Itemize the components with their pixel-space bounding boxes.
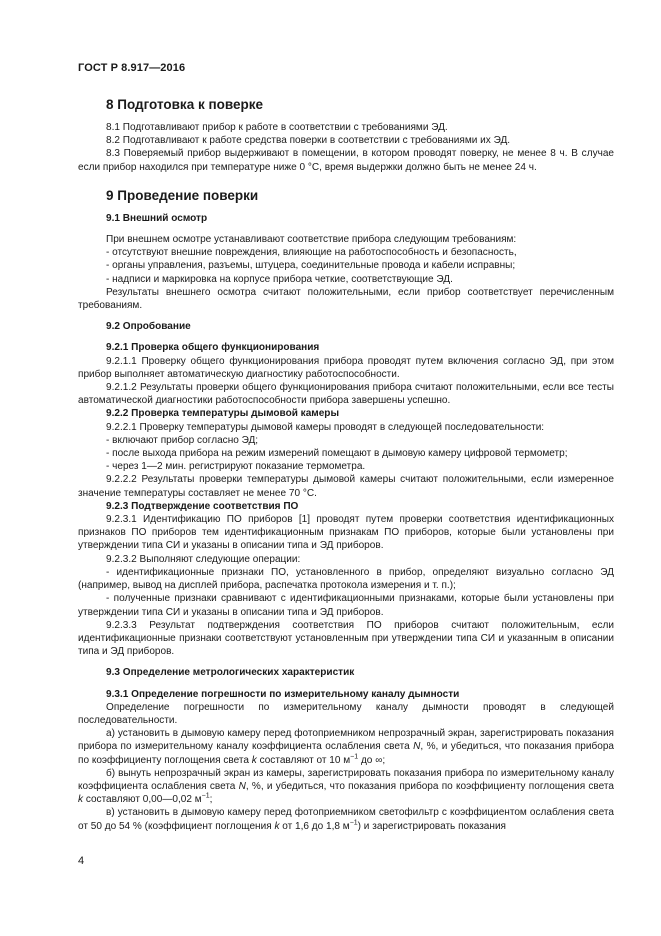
subsection-9-2-title: 9.2 Опробование [106,321,191,333]
list-item: - после выхода прибора на режим измерений помещают в дымовую камеру цифровой термометр; [106,448,568,460]
paragraph-9-3-1-intro: Определение погрешности по измерительному каналу дымности проводят в следующей последовательности. [78,701,614,726]
paragraph-9-2-3-1: 9.2.3.1 Идентификацию ПО приборов [1] проводят путем проверки соответствия идентификационных признаков ПО приборов тем идентификационным признакам ПО приборов, которые были установлены при утверждении типа СИ и указаны в описании типа и ЭД приборов. [78,514,614,552]
paragraph-9-3-1-c: в) установить в дымовую камеру перед фотоприемником светофильтр с коэффициентом ослабления света от 50 до 54 % (коэффициент поглощения k от 1,6 до 1,8 $м^{-1}$) и зарегистрировать показания [78,807,614,832]
list-item: - через 1—2 мин. регистрируют показание термометра. [106,461,366,473]
paragraph-9-3-1-a: а) установить в дымовую камеру перед фотоприемником непрозрачный экран, зарегистрировать показания прибора по измерительному каналу коэффициента ослабления света N, %, и убедиться, что показания прибора по коэффициенту поглощения света k составляют от 10 $м^{-1}$ до ∞; [78,728,615,766]
subsection-9-1-title: 9.1 Внешний осмотр [106,212,208,224]
list-item: - включают прибор согласно ЭД; [106,434,259,446]
document-header: ГОСТ Р 8.917—2016 [78,62,186,74]
page-body [78,97,614,833]
paragraph-9-1-intro: При внешнем осмотре устанавливают соответствие прибора следующим требованиям: [106,234,517,246]
paragraph-9-3-1-b: б) вынуть непрозрачный экран из камеры, зарегистрировать показания прибора по измерительному каналу коэффициента ослабления света N, %, и убедиться, что показания прибора по коэффициенту поглощения света k составляют 0,00—0,02 $м^{-1}$; [78,767,614,806]
subsection-9-3-1-title: 9.3.1 Определение погрешности по измерительному каналу дымности [106,688,460,700]
paragraph-8-2: 8.2 Подготавливают к работе средства поверки в соответствии с требованиями их ЭД. [106,135,511,147]
paragraph-9-2-1-2: 9.2.1.2 Результаты проверки общего функционирования прибора считают положительными, если все тесты автоматической диагностики работоспособности прибора завершены успешно. [78,382,614,407]
list-item: - полученные признаки сравнивают с идентификационными признаками, которые были установлены при утверждении типа СИ и указаны в описании типа и ЭД приборов. [78,593,614,618]
paragraph-9-2-2-2: 9.2.2.2 Результаты проверки температуры дымовой камеры считают положительными, если измеренное значение температуры составляет не менее 70 °С. [78,474,614,499]
paragraph-8-3: 8.3 Поверяемый прибор выдерживают в помещении, в котором проводят поверку, не менее 8 ч. В случае если прибор находился при температуре ниже 0 °С, время выдержки должно быть не менее 24 ч. [78,148,614,173]
paragraph-8-1: 8.1 Подготавливают прибор к работе в соответствии с требованиями ЭД. [106,122,448,133]
paragraph-9-2-2-1: 9.2.2.1 Проверку температуры дымовой камеры проводят в следующей последовательности: [106,421,545,433]
section-8-title: 8 Подготовка к поверке [106,97,263,112]
subsection-9-2-2-title: 9.2.2 Проверка температуры дымовой камеры [106,408,340,420]
subsection-9-3-title: 9.3 Определение метрологических характеристик [106,667,355,679]
paragraph-9-2-3-2: 9.2.3.2 Выполняют следующие операции: [106,553,301,565]
subsection-9-2-3-title: 9.2.3 Подтверждение соответствия ПО [106,500,299,512]
paragraph-9-1-result: Результаты внешнего осмотра считают положительными, если прибор соответствует перечисленным требованиям. [78,286,614,312]
list-item: - надписи и маркировка на корпусе прибора четкие, соответствующие ЭД. [106,273,453,285]
list-item: - отсутствуют внешние повреждения, влияющие на работоспособность и безопасность, [106,247,517,259]
page-number: 4 [78,855,85,867]
subsection-9-2-1-title: 9.2.1 Проверка общего функционирования [106,342,320,354]
list-item: - идентификационные признаки ПО, установленного в прибор, определяют визуально согласно ЭД (например, вывод на дисплей прибора, распечатка протокола измерения и т. п.); [78,566,614,592]
list-item: - органы управления, разъемы, штуцера, соединительные провода и кабели исправны; [106,260,516,272]
paragraph-9-2-1-1: 9.2.1.1 Проверку общего функционирования прибора проводят путем включения согласно ЭД, при этом прибор выполняет автоматическую диагностику работоспособности. [78,355,614,380]
section-9-title: 9 Проведение поверки [106,187,259,203]
paragraph-9-2-3-3: 9.2.3.3 Результат подтверждения соответствия ПО приборов считают положительным, если идентификационные признаки соответствуют установленным при утверждении типа СИ и указанным в описании типа и ЭД приборов. [78,619,614,658]
